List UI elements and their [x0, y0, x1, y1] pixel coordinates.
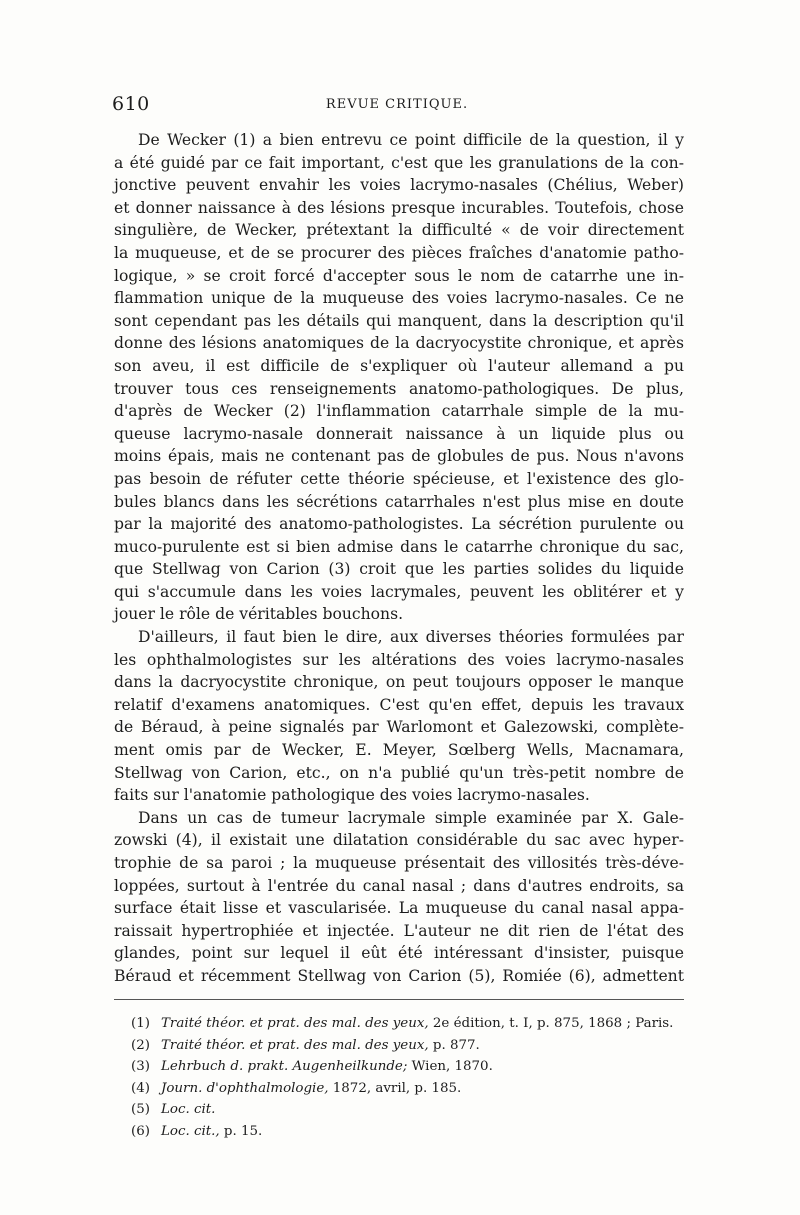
footnote: [131, 1056, 691, 1078]
text-line: muco-purulente est si bien admise dans le catarrhe chronique du sac,: [114, 537, 684, 556]
running-title: REVUE CRITIQUE.: [325, 97, 469, 112]
footnote-detail: Wien, 1870.: [407, 1059, 493, 1074]
footnote-source: Traité théor. et prat. des mal. des yeux,: [161, 1016, 429, 1031]
running-head: [112, 93, 682, 123]
footnote: [131, 1035, 691, 1057]
text-line: pas besoin de réfuter cette théorie spécieuse, et l'existence des glo-: [114, 469, 684, 488]
text-line: sont cependant pas les détails qui manquent, dans la description qu'il: [114, 311, 684, 330]
footnote-detail: 2e édition, t. I, p. 875, 1868 ; Paris.: [428, 1016, 674, 1031]
footnotes: [131, 1013, 691, 1142]
text-line: queuse lacrymo-nasale donnerait naissance à un liquide plus ou: [114, 424, 684, 443]
text-line: moins épais, mais ne contenant pas de globules de pus. Nous n'avons: [114, 447, 684, 466]
footnote-mark: (3): [131, 1059, 150, 1074]
text-line: trophie de sa paroi ; la muqueuse présentait des villosités très-déve-: [114, 854, 684, 872]
footnote-mark: (4): [131, 1080, 150, 1096]
text-line: Stellwag von Carion, etc., on n'a publié qu'un très-petit nombre de: [114, 763, 684, 782]
text-line: zowski (4), il existait une dilatation considérable du sac avec hyper-: [114, 831, 684, 850]
text-line: Dans un cas de tumeur lacrymale simple examinée par X. Gale-: [138, 808, 684, 827]
text-line: donne des lésions anatomiques de la dacryocystite chronique, et après: [114, 334, 684, 353]
text-line: D'ailleurs, il faut bien le dire, aux diverses théories formulées par: [138, 628, 684, 647]
text-line: de Béraud, à peine signalés par Warlomont et Galezowski, complète-: [114, 718, 684, 737]
footnote-source: Traité théor. et prat. des mal. des yeux,: [161, 1037, 429, 1053]
text-line: loppées, surtout à l'entrée du canal nasal ; dans d'autres endroits, sa: [114, 876, 684, 895]
footnote-mark: (1): [131, 1016, 150, 1031]
footnote-source: Loc. cit.,: [161, 1123, 220, 1139]
footnote-detail: p. 877.: [428, 1037, 480, 1053]
text-line: logique, » se croit forcé d'accepter sous le nom de catarrhe une in-: [114, 266, 684, 285]
text-line: singulière, de Wecker, prétextant la difficulté « de voir directement: [114, 221, 684, 240]
text-line: glandes, point sur lequel il eût été intéressant d'insister, puisque: [114, 944, 684, 963]
footnote: [131, 1121, 691, 1143]
footnote-mark: (6): [131, 1123, 150, 1139]
text-line: raissait hypertrophiée et injectée. L'auteur ne dit rien de l'état des: [114, 921, 684, 940]
text-line: trouver tous ces renseignements anatomo-pathologiques. De plus,: [114, 379, 684, 398]
footnote-detail: p. 15.: [219, 1123, 263, 1139]
body-text: [114, 129, 684, 988]
text-line: flammation unique de la muqueuse des voies lacrymo-nasales. Ce ne: [114, 289, 684, 308]
footnote: [131, 1013, 691, 1035]
text-line: faits sur l'anatomie pathologique des voies lacrymo-nasales.: [114, 786, 590, 805]
text-line: surface était lisse et vascularisée. La muqueuse du canal nasal appa-: [114, 899, 684, 918]
footnote-source: Journ. d'ophthalmologie,: [161, 1080, 329, 1096]
text-line: jouer le rôle de véritables bouchons.: [114, 605, 404, 624]
page-number: 610: [112, 93, 150, 115]
text-line: Béraud et récemment Stellwag von Carion (5), Romiée (6), admettent: [114, 966, 684, 985]
text-line: la muqueuse, et de se procurer des pièces fraîches d'anatomie patho-: [114, 243, 684, 262]
footnote-mark: (5): [131, 1102, 150, 1117]
text-line: bules blancs dans les sécrétions catarrhales n'est plus mise en doute: [114, 492, 684, 511]
footnote-detail: 1872, avril, p. 185.: [328, 1080, 462, 1096]
text-line: ment omis par de Wecker, E. Meyer, Sœlberg Wells, Macnamara,: [114, 741, 684, 760]
text-line: d'après de Wecker (2) l'inflammation catarrhale simple de la mu-: [114, 402, 684, 421]
text-line: qui s'accumule dans les voies lacrymales, peuvent les oblitérer et y: [114, 582, 684, 601]
footnote: [131, 1099, 691, 1121]
footnote-source: Loc. cit.: [161, 1102, 216, 1117]
footnote-source: Lehrbuch d. prakt. Augenheilkunde;: [161, 1059, 408, 1074]
text-line: par la majorité des anatomo-pathologistes. La sécrétion purulente ou: [114, 515, 684, 534]
text-line: jonctive peuvent envahir les voies lacrymo-nasales (Chélius, Weber): [114, 176, 684, 195]
footnote-mark: (2): [131, 1037, 150, 1053]
text-line: relatif d'examens anatomiques. C'est qu'en effet, depuis les travaux: [114, 695, 684, 714]
text-line: De Wecker (1) a bien entrevu ce point difficile de la question, il y: [138, 131, 684, 149]
text-line: que Stellwag von Carion (3) croit que les parties solides du liquide: [114, 560, 684, 579]
text-line: dans la dacryocystite chronique, on peut toujours opposer le manque: [114, 673, 684, 692]
text-line: et donner naissance à des lésions presque incurables. Toutefois, chose: [114, 198, 684, 217]
text-line: a été guidé par ce fait important, c'est que les granulations de la con-: [114, 153, 684, 172]
text-line: les ophthalmologistes sur les altérations des voies lacrymo-nasales: [114, 650, 684, 669]
footnote-rule: [114, 999, 684, 1000]
footnote: [131, 1078, 691, 1100]
text-line: son aveu, il est difficile de s'expliquer où l'auteur allemand a pu: [114, 356, 684, 375]
